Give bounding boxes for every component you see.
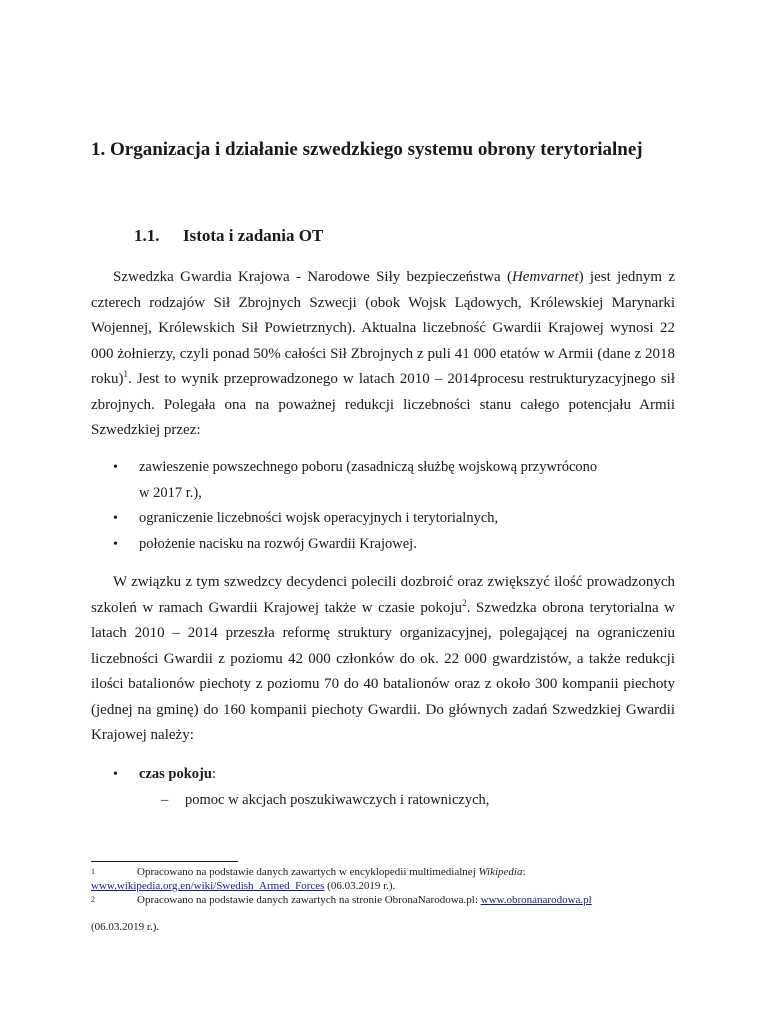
footnote-ref-2[interactable]: 2 — [462, 597, 467, 608]
list-item — [91, 788, 675, 814]
footnote-2: 2 Opracowano na podstawie danych zawartych na stronie ObronaNarodowa.pl: www.obronanarodowa.pl — [91, 894, 592, 906]
para1-text-c: . Jest to wynik przeprowadzonego w latach 2010 – 2014procesu restrukturyzacyjnego sił zbrojnych. Polegała ona na poważnej redukcji liczebności stanu całego potencjału Armii Szwedzkiej przez: — [91, 371, 675, 438]
subsection-number: 1.1. — [134, 226, 160, 245]
bullet1-line2: w 2017 r.), — [139, 484, 202, 501]
subsection-title: Istota i zadania OT — [183, 226, 324, 245]
bullet-icon: • — [113, 511, 118, 526]
para1-italic: Hemvarnet — [511, 269, 579, 285]
para1-text-a: Szwedzka Gwardia Krajowa - Narodowe Siły bezpieczeństwa ( — [113, 269, 512, 285]
bullet-icon: • — [113, 536, 118, 552]
subsection-heading — [134, 225, 323, 247]
paragraph-1 — [91, 265, 675, 444]
dash-icon: – — [161, 791, 169, 808]
bullet-list-2 — [91, 762, 675, 813]
bullet-list-1 — [91, 455, 675, 557]
para1-text-b: ) jest jednym z czterech rodzajów Sił Zbrojnych Szwecji (obok Wojsk Lądowych, Królewskiej Marynarki Wojennej, Królewskich Sił Powietrznych). Aktualna liczebność Gwardii Krajowej wynosi 22 000 żołnierzy, czyli ponad 50% całości Sił Zbrojnych z puli 41 000 etatów w Armii (dane z 2018 roku) — [91, 269, 676, 387]
footnote-1: 1 Opracowano na podstawie danych zawartych w encyklopedii multimedialnej Wikipedia: www.wikipedia.org.en/wiki/Swedish_Armed_Forces (06.03.2019 r.). — [91, 866, 526, 892]
footnote-2-mark: 2 — [91, 895, 95, 904]
sub-item-text: pomoc w akcjach poszukiwawczych i ratowniczych, — [185, 791, 490, 808]
footnote-2-date: (06.03.2019 r.). — [91, 921, 160, 933]
list-item: • położenie nacisku na rozwój Gwardii Krajowej. — [91, 532, 675, 558]
para2-text-b: . Szwedzka obrona terytorialna w latach 2010 – 2014 przeszła reformę struktury organizacyjnej, polegającej na ograniczeniu liczebności Gwardii z poziomu 42 000 członków do ok. 22 000 gwardzistów, a także redukcji ilości batalionów piechoty z poziomu 70 do 40 batalionów oraz z około 300 kompanii piechoty (jednej na gminę) do 160 kompanii piechoty Gwardii. Do głównych zadań Szwedzkiej Gwardii Krajowej należy: — [91, 599, 675, 743]
footnote-1-link[interactable]: www.wikipedia.org.en/wiki/Swedish_Armed_Forces — [91, 880, 325, 892]
paragraph-2 — [91, 570, 675, 749]
para2-text-a: W związku z tym szwedzcy decydenci polecili dozbroić oraz zwiększyć ilość prowadzonych szkoleń w ramach Gwardii Krajowej także w czasie pokoju — [91, 574, 675, 616]
bullet-icon: • — [113, 767, 118, 782]
list-item: • ograniczenie liczebności wojsk operacyjnych i terytorialnych, — [91, 506, 675, 532]
footnote-1-mark: 1 — [91, 867, 95, 876]
footnote-2-link[interactable]: www.obronanarodowa.pl — [480, 894, 592, 906]
list-item: • czas pokoju: — [91, 762, 675, 788]
list-item — [91, 455, 675, 506]
peace-time-label: czas pokoju — [139, 766, 212, 782]
footnote-ref-1[interactable]: 1 — [123, 369, 128, 379]
bullet-icon: • — [113, 460, 118, 475]
section-heading: 1. Organizacja i działanie szwedzkiego systemu obrony terytorialnej — [91, 139, 643, 160]
footnote-separator — [91, 861, 238, 862]
bullet1-line1: zawieszenie powszechnego poboru (zasadniczą służbę wojskową przywrócono — [139, 459, 598, 475]
